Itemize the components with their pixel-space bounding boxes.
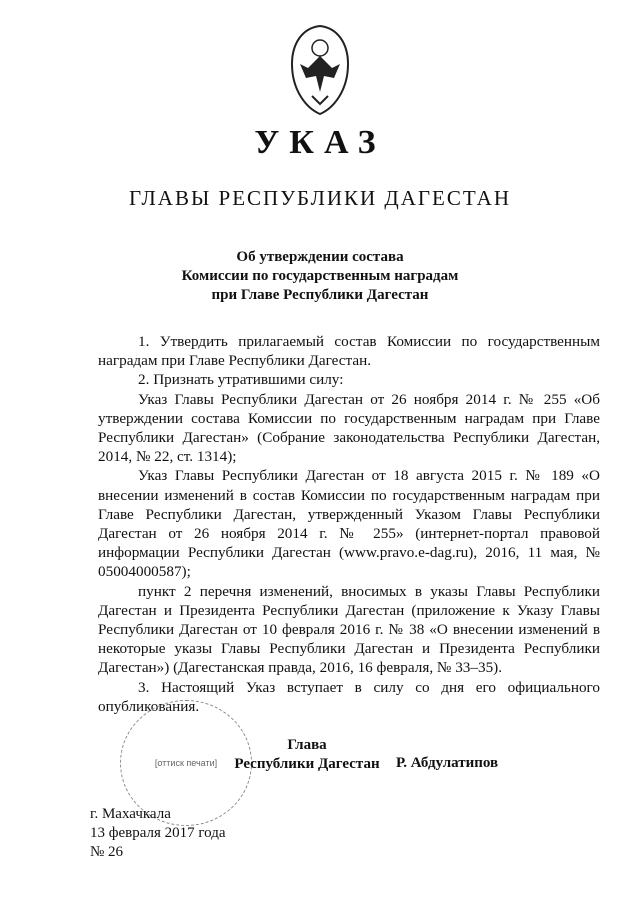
document-heading: [0, 248, 640, 305]
paragraph-item-2: 2. Признать утратившими силу:: [138, 371, 344, 389]
document-body: [98, 332, 600, 716]
document-footer: [90, 805, 226, 862]
heading-line: Об утверждении состава: [236, 249, 404, 265]
issue-date: 13 февраля 2017 года: [90, 825, 226, 841]
paragraph-repealed-decree-255: Указ Главы Республики Дагестан от 26 ноября 2014 г. № 255 «Об утверждении состава Комиссии по государственным наградам при Главе Республики Дагестан» (Собрание законодательства Республики Дагестан, 2014, № 22, ст. 1314);: [98, 390, 600, 466]
paragraph-item-3: 3. Настоящий Указ вступает в силу со дня его официального опубликования.: [98, 678, 600, 715]
document-title: УКАЗ: [254, 124, 386, 161]
issue-place: г. Махачкала: [90, 806, 171, 822]
stamp-placeholder-label: [оттиск печати]: [154, 758, 218, 768]
coat-of-arms-eagle-icon: [288, 22, 352, 118]
heading-line: при Главе Республики Дагестан: [211, 287, 429, 303]
document-issuer: ГЛАВЫ РЕСПУБЛИКИ ДАГЕСТАН: [128, 186, 512, 210]
signatory-name: Р. Абдулатипов: [396, 755, 499, 771]
signatory-position-line: Республики Дагестан: [234, 756, 380, 772]
paragraph-repealed-point-2: пункт 2 перечня изменений, вносимых в указы Главы Республики Дагестан и Президента Республики Дагестан (приложение к Указу Главы Республики Дагестан от 10 февраля 2016 г. № 38 «О внесении изменений в некоторые указы Главы Республики Дагестан и Президента Республики Дагестан») (Дагестанская правда, 2016, 16 февраля, № 33–35).: [98, 582, 600, 677]
paragraph-repealed-decree-189: Указ Главы Республики Дагестан от 18 августа 2015 г. № 189 «О внесении изменений в состав Комиссии по государственным наградам при Главе Республики Дагестан, утвержденный Указом Главы Республики Дагестан от 26 ноября 2014 г. № 255» (интернет-портал правовой информации Республики Дагестан (www.pravo.e-dag.ru), 2016, 11 мая, № 05004000587);: [98, 467, 600, 581]
heading-line: Комиссии по государственным наградам: [181, 268, 459, 284]
signatory-position-line: Глава: [287, 737, 327, 753]
paragraph-item-1: 1. Утвердить прилагаемый состав Комиссии по государственным наградам при Главе Республики Дагестан.: [98, 333, 600, 370]
signatory-position: [222, 736, 392, 774]
decree-number: № 26: [90, 844, 124, 860]
